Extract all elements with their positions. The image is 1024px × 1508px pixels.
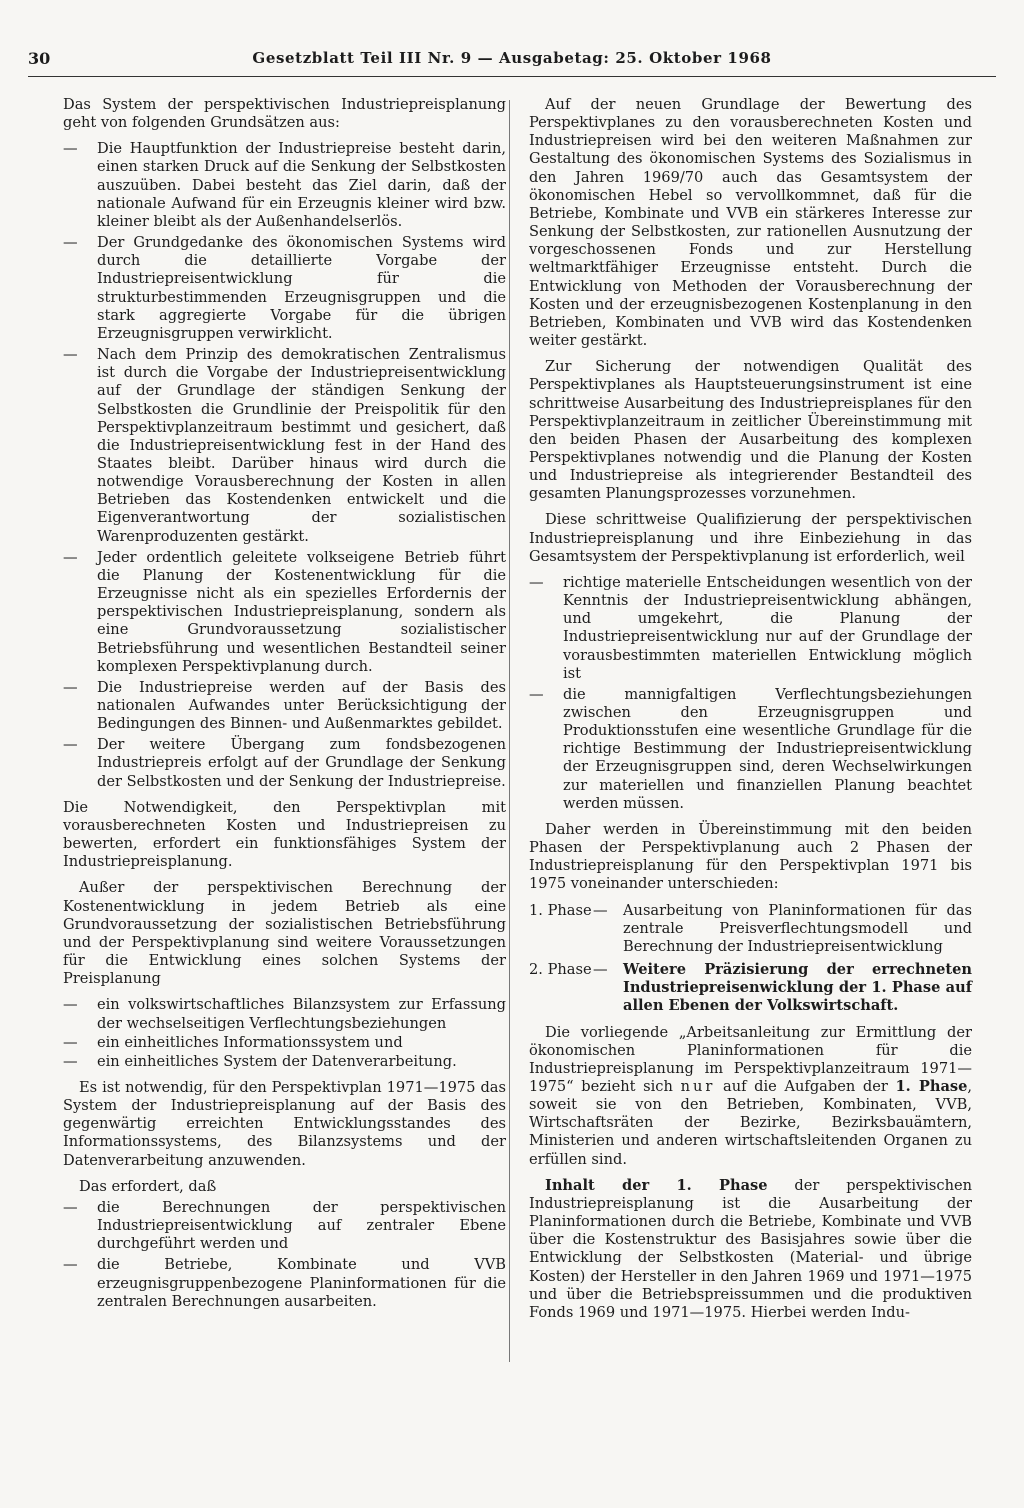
dash-mark: — [63, 996, 78, 1014]
requirements-list [63, 1199, 506, 1311]
list-item-text: Die Hauptfunktion der Industriepreise besteht darin, einen starken Druck auf die Senkung der Selbstkosten auszuüben. Dabei besteht das Ziel darin, daß der nationale Aufwand für ein Erzeugnis kleiner wird bzw. kleiner bleibt als der Außenhandelserlös. [97, 140, 506, 230]
guide-paragraph [529, 1024, 972, 1169]
dash-mark: — [63, 548, 78, 566]
dash-mark: — [529, 685, 544, 703]
dash-mark: — [593, 901, 608, 919]
phase-label: 1. Phase [529, 901, 592, 919]
list-item [63, 346, 506, 546]
right-column [529, 96, 972, 1330]
column-divider [509, 100, 510, 1362]
left-column [63, 96, 506, 1319]
guide-text-c: , soweit sie von den Betrieben, Kombinaten, VVB, Wirtschaftsräten der Bezirke, Bezirksbauämtern, Ministerien und anderen wirtschaftsleitenden Organen zu erfüllen sind. [529, 1077, 973, 1168]
necessity-paragraph: Die Notwendigkeit, den Perspektivplan mit vorausberechneten Kosten und Industriepreisen zu bewerten, erfordert ein funktionsfähiges System der Industriepreisplanung. [63, 798, 506, 871]
content-text: der perspektivischen Industriepreisplanung ist die Ausarbeitung der Planinformationen durch die Betriebe, Kombinate und VVB über die Kostenstruktur des Basisjahres sowie über die Entwicklung der Selbstkosten (Material- und übrige Kosten) der Hersteller in den Jahren 1969 und 1971—1975 und über die Betriebspreissummen und die produktiven Fonds 1969 und 1971—1975. Hierbei werden Indu- [529, 1176, 972, 1321]
list-item [63, 1034, 506, 1052]
list-item-text: ein volkswirtschaftliches Bilanzsystem zur Erfassung der wechselseitigen Verflechtungsbeziehungen [97, 996, 506, 1032]
quality-paragraph: Zur Sicherung der notwendigen Qualität des Perspektivplanes als Hauptsteuerungsinstrument ist eine schrittweise Ausarbeitung des Industriepreisplanes für den Perspektivplanzeitraum in zeitlicher Übereinstimmung mit den beiden Phasen der Ausarbeitung des komplexen Perspektivplanes notwendig und die Planung der Kosten und Industriepreise als integrierender Bestandteil des gesamten Planungsprozesses vorzunehmen. [529, 358, 972, 503]
phase-row [529, 961, 972, 1015]
requires-paragraph: Das erfordert, daß [79, 1177, 217, 1195]
necessary-paragraph: Es ist notwendig, für den Perspektivplan 1971—1975 das System der Industriepreisplanung auf der Basis des gegenwärtig erreichten Entwicklungsstandes des Informationssystems, des Bilanzsystems und der Datenverarbeitung anzuwenden. [63, 1078, 506, 1169]
guide-only-emphasis: nur [680, 1077, 716, 1095]
dash-mark: — [63, 736, 78, 754]
list-item [63, 679, 506, 733]
list-item-text: richtige materielle Entscheidungen wesentlich von der Kenntnis der Industriepreisentwicklung abhängen, und umgekehrt, die Planung der Industriepreisentwicklung nur auf der Grundlage der vorausbestimmten materiellen Entwicklung möglich ist [563, 573, 972, 682]
list-item-text: Der weitere Übergang zum fondsbezogenen Industriepreis erfolgt auf der Grundlage der Senkung der Selbstkosten und der Senkung der Industriepreise. [97, 736, 506, 790]
list-item-text: die Berechnungen der perspektivischen Industriepreisentwicklung auf zentraler Ebene durchgeführt werden und [97, 1198, 506, 1253]
list-item-text: die mannigfaltigen Verflechtungsbeziehungen zwischen den Erzeugnisgruppen und Produktionsstufen eine wesentliche Grundlage für die richtige Bestimmung der Industriepreisentwicklung der Erzeugnisgruppen sind, deren Wechselwirkungen zur materiellen und finanziellen Planung beachtet werden müssen. [563, 685, 972, 812]
page-number: 30 [28, 48, 51, 68]
list-item [529, 574, 972, 683]
list-item [63, 736, 506, 790]
intro-paragraph: Das System der perspektivischen Industriepreisplanung geht von folgenden Grundsätzen aus: [63, 96, 506, 132]
besides-paragraph: Außer der perspektivischen Berechnung der Kostenentwicklung in jedem Betrieb als eine Grundvoraussetzung der sozialistischen Betriebsführung und der Perspektivplanung sind weitere Voraussetzungen für die Entwicklung eines solchen Systems der Preisplanung [63, 879, 506, 988]
principles-list [63, 140, 506, 790]
guide-text-a: Die vorliegende „Arbeitsanleitung zur Ermittlung der ökonomischen Planinformationen für die Industriepreisplanung im Perspektivplanzeitraum 1971—1975“ bezieht sich [529, 1023, 972, 1095]
systems-list [63, 996, 506, 1071]
list-item-text: Die Industriepreise werden auf der Basis des nationalen Aufwandes unter Berücksichtigung der Bedingungen des Binnen- und Außenmarktes gebildet. [97, 678, 506, 733]
basis-paragraph: Auf der neuen Grundlage der Bewertung des Perspektivplanes zu den vorausberechneten Kosten und Industriepreisen wird bei den weiteren Maßnahmen zur Gestaltung des ökonomischen Systems des Sozialismus in den Jahren 1969/70 auch das Gesamtsystem der ökonomischen Hebel so vervollkommnet, daß für die Betriebe, Kombinate und VVB ein stärkeres Interesse zur Senkung der Selbstkosten, zur rationellen Ausnutzung der vorgeschossenen Fonds und zur Herstellung weltmarktfähiger Erzeugnisse entsteht. Durch die Entwicklung von Methoden der Vorausberechnung der Kosten und der erzeugnisbezogenen Kostenplanung in den Betrieben, Kombinaten und VVB wird das Kostendenken weiter gestärkt. [529, 96, 972, 350]
guide-phase-emphasis: 1. Phase [895, 1077, 968, 1095]
phases-intro-paragraph: Daher werden in Übereinstimmung mit den beiden Phasen der Perspektivplanung auch 2 Phasen der Industriepreisplanung für den Perspektivplan 1971 bis 1975 voneinander unterschieden: [529, 820, 972, 893]
dash-mark: — [593, 961, 608, 979]
dash-mark: — [63, 140, 78, 158]
guide-text-b: auf die Aufgaben der [723, 1077, 888, 1095]
page-header [28, 40, 996, 77]
dash-mark: — [63, 1256, 78, 1274]
list-item [63, 1199, 506, 1253]
list-item-text: Jeder ordentlich geleitete volkseigene Betrieb führt die Planung der Kostenentwicklung für die Erzeugnisse nicht als ein spezielles Erfordernis der perspektivischen Industriepreisplanung, sondern als eine Grundvoraussetzung sozialistischer Betriebsführung und wesentlichen Bestandteil seiner komplexen Perspektivplanung durch. [97, 548, 506, 675]
dash-mark: — [63, 346, 78, 364]
phase-text: Weitere Präzisierung der errechneten Industriepreisenwicklung der 1. Phase auf allen Ebenen der Volkswirtschaft. [623, 961, 972, 1015]
list-item-text: die Betriebe, Kombinate und VVB erzeugnisgruppenbezogene Planinformationen für die zentralen Berechnungen ausarbeiten. [97, 1256, 506, 1310]
list-item [63, 549, 506, 676]
phase-label: 2. Phase [529, 961, 592, 979]
reasons-list [529, 574, 972, 813]
dash-mark: — [63, 1198, 78, 1216]
content-paragraph [529, 1177, 972, 1322]
list-item [63, 234, 506, 343]
list-item [63, 1256, 506, 1310]
dash-mark: — [63, 1052, 78, 1070]
list-item [63, 140, 506, 231]
dash-mark: — [63, 234, 78, 252]
phase-row [529, 902, 972, 956]
list-item [63, 996, 506, 1032]
running-head: Gesetzblatt Teil III Nr. 9 — Ausgabetag: 25. Oktober 1968 [252, 49, 772, 67]
dash-mark: — [63, 1033, 78, 1051]
content-heading: Inhalt der 1. Phase [545, 1176, 768, 1194]
dash-mark: — [529, 573, 544, 591]
list-item-text: ein einheitliches Informationssystem und [97, 1033, 403, 1051]
qualification-paragraph: Diese schrittweise Qualifizierung der perspektivischen Industriepreisplanung und ihre Einbeziehung in das Gesamtsystem der Perspektivplanung ist erforderlich, weil [529, 511, 972, 565]
dash-mark: — [63, 678, 78, 696]
list-item [529, 686, 972, 813]
list-item [63, 1053, 506, 1071]
list-item-text: ein einheitliches System der Datenverarbeitung. [97, 1052, 457, 1070]
list-item-text: Nach dem Prinzip des demokratischen Zentralismus ist durch die Vorgabe der Industriepreisentwicklung auf der Grundlage der ständigen Senkung der Selbstkosten die Grundlinie der Preispolitik für den Perspektivplanzeitraum bestimmt und gesichert, daß die Industriepreisentwicklung fest in der Hand des Staates bleibt. Darüber hinaus wird durch die notwendige Vorausberechnung der Kosten in allen Betrieben das Kostendenken entwickelt und die Eigenverantwortung der sozialistischen Warenproduzenten gestärkt. [97, 346, 506, 545]
phases-list [529, 902, 972, 1016]
phase-text: Ausarbeitung von Planinformationen für das zentrale Preisverflechtungsmodell und Berechnung der Industriepreisentwicklung [623, 901, 972, 955]
list-item-text: Der Grundgedanke des ökonomischen Systems wird durch die detaillierte Vorgabe der Industriepreisentwicklung für die strukturbestimmenden Erzeugnisgruppen und die stark aggregierte Vorgabe für die übrigen Erzeugnisgruppen verwirklicht. [97, 234, 506, 342]
